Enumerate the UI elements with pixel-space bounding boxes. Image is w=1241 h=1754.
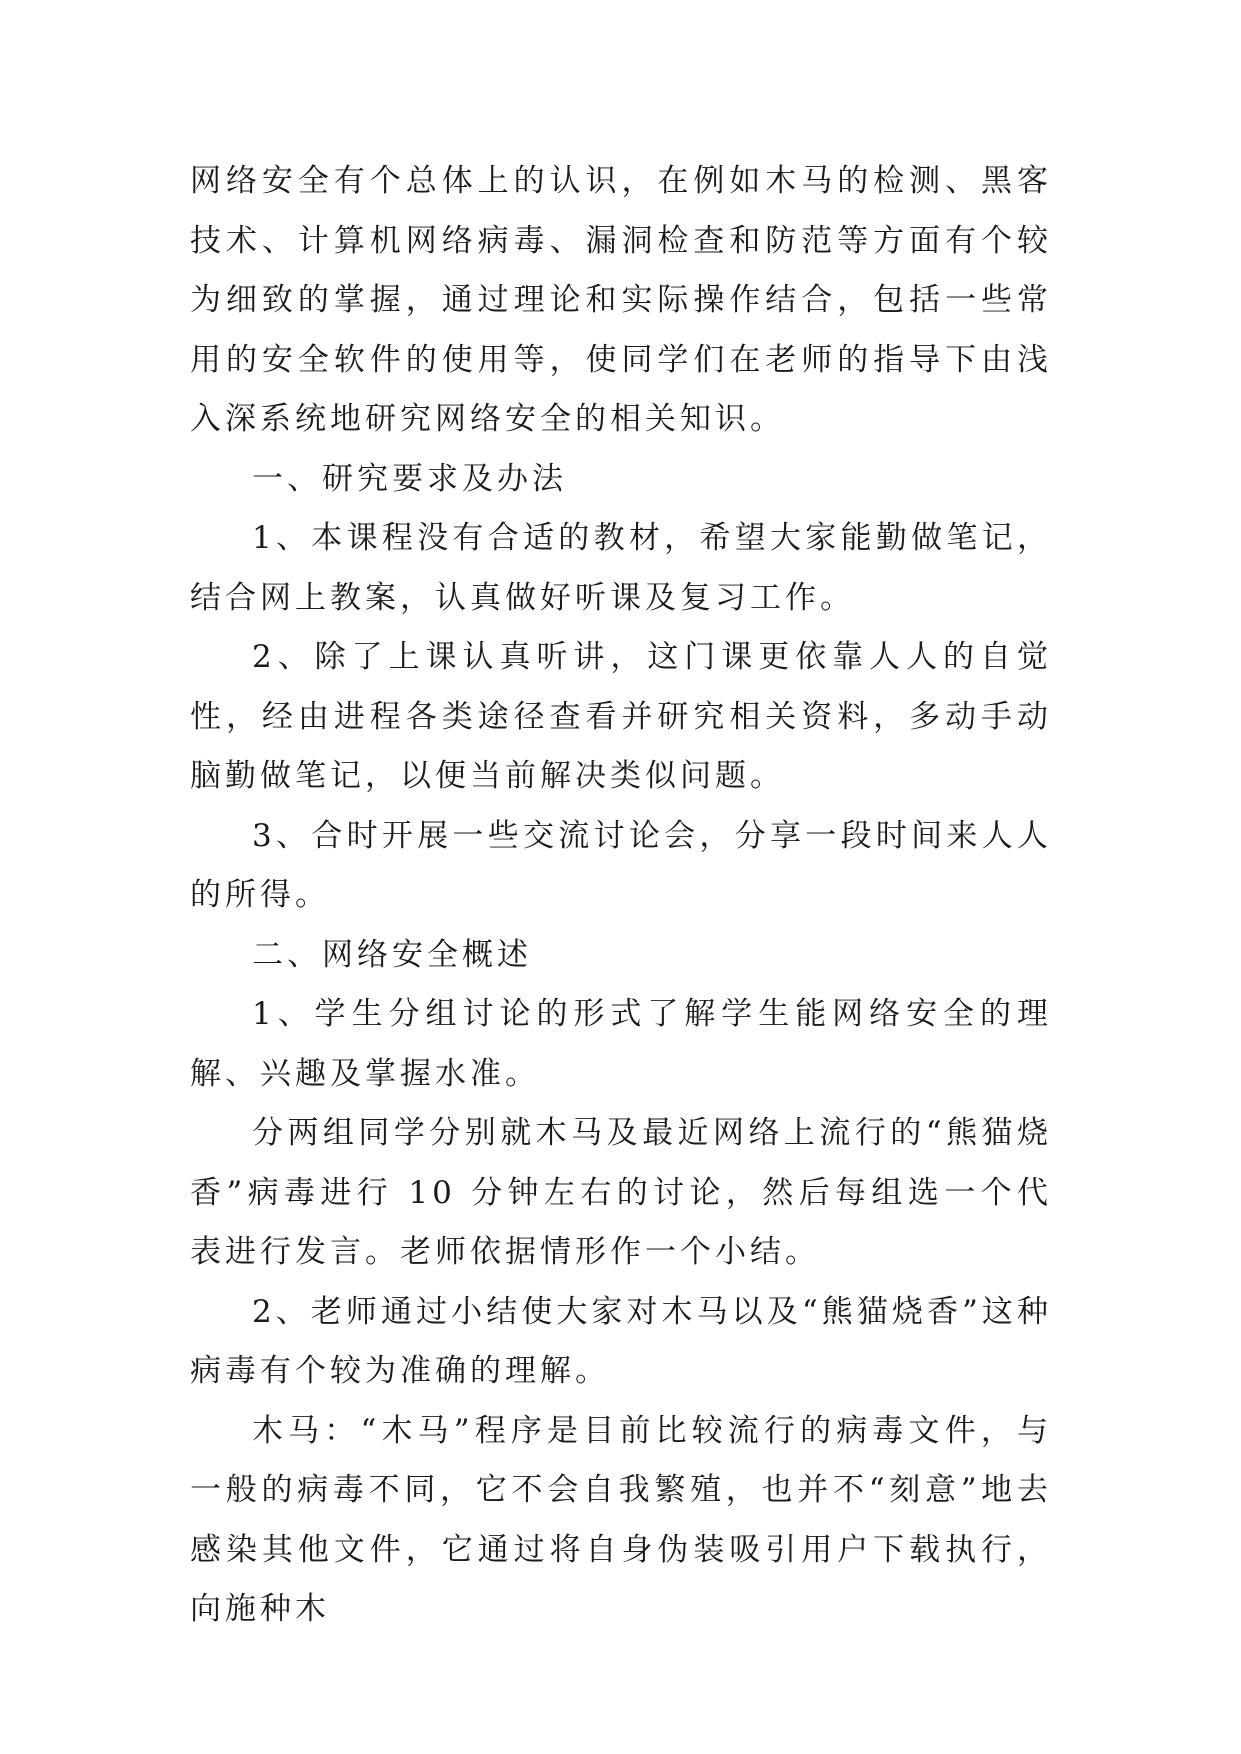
overview-item-2: 2、老师通过小结使大家对木马以及“熊猫烧香”这种病毒有个较为准确的理解。: [190, 1293, 1052, 1389]
section-heading-1: 一、研究要求及办法: [252, 460, 567, 497]
section-heading-2: 二、网络安全概述: [252, 936, 532, 973]
requirement-item-1: 1、本课程没有合适的教材，希望大家能勤做笔记，结合网上教案，认真做好听课及复习工作。: [190, 520, 1052, 616]
requirement-item-3: 3、合时开展一些交流讨论会，分享一段时间来人人的所得。: [190, 817, 1052, 913]
overview-item-1: 1、学生分组讨论的形式了解学生能网络安全的理解、兴趣及掌握水准。: [190, 996, 1052, 1092]
trojan-paragraph: 木马：“木马”程序是目前比较流行的病毒文件，与一般的病毒不同，它不会自我繁殖，也并不“刻意”地去感染其他文件，它通过将自身伪装吸引用户下载执行，向施种木: [190, 1412, 1052, 1627]
intro-paragraph: 网络安全有个总体上的认识，在例如木马的检测、黑客技术、计算机网络病毒、漏洞检查和防范等方面有个较为细致的掌握，通过理论和实际操作结合，包括一些常用的安全软件的使用等，使同学们在老师的指导下由浅入深系统地研究网络安全的相关知识。: [190, 163, 1052, 437]
requirement-item-2: 2、除了上课认真听讲，这门课更依靠人人的自觉性，经由进程各类途径查看并研究相关资料，多动手动脑勤做笔记，以便当前解决类似问题。: [190, 639, 1052, 794]
discussion-paragraph: 分两组同学分别就木马及最近网络上流行的“熊猫烧香”病毒进行 10 分钟左右的讨论，然后每组选一个代表进行发言。老师依据情形作一个小结。: [190, 1115, 1052, 1270]
document-body: [190, 152, 1052, 1640]
